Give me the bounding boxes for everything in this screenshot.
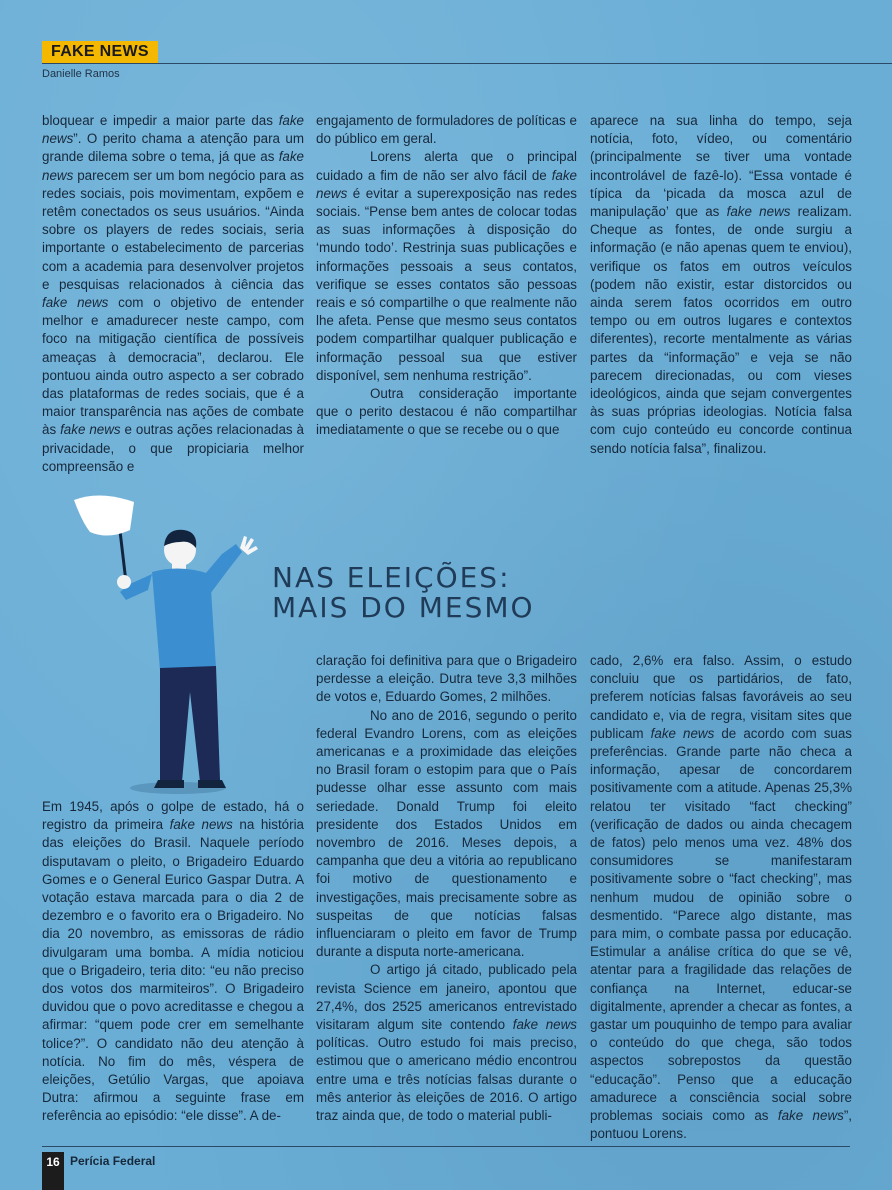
italic-term: fake news	[512, 1017, 577, 1033]
italic-term: fake news	[42, 295, 109, 311]
italic-term: fake news	[650, 725, 715, 741]
headline-line-1: NAS ELEIÇÕES:	[272, 561, 511, 594]
article2-col2-paragraph-3: O artigo já citado, publicado pela revista Science em janeiro, apontou que 27,4%, dos 2525 americanos entrevistado visitaram algum site contendo fake news políticas. Outro estudo foi mais preciso, estimou que o americano médio encontrou entre uma e três notícias falsas durante o mês anterior às eleições de 2016. O artigo traz ainda que, de todo o material publi-	[316, 962, 577, 1124]
article1-col2-paragraph-1: engajamento de formuladores de políticas e do público em geral.	[316, 113, 577, 147]
right-shoe	[198, 780, 226, 788]
italic-term: fake news	[726, 204, 791, 220]
article1-column-2	[316, 112, 577, 440]
left-shoe	[154, 780, 184, 788]
italic-term: fake news	[42, 149, 304, 183]
headline-line-2: MAIS DO MESMO	[272, 591, 535, 624]
shirt	[152, 568, 216, 670]
article2-col3-paragraph: cado, 2,6% era falso. Assim, o estudo concluiu que os partidários, de fato, preferem notícias falsas favoráveis ao seu candidato e, via de regra, visitam sites que publicam fake news de acordo com suas preferências. Grande parte não checa a informação, apesar de concordarem positivamente com a atitude. Apenas 25,3% relatou ter visitado “fact checking” (verificação de dados ou ainda checagem de fatos) pelo menos uma vez. 48% dos consumidores se manifestaram positivamente sobre o “fact checking”, mas nenhum mudou de opinião sobre o desmentido. “Parece algo distante, mas para mim, o combate passa por educação. Estimular a análise crítica do que se vê, atentar para a fragilidade das relações de confiança na Internet, educar-se digitalmente, aprender a checar as fontes, a gastar um pouquinho de tempo para avaliar o conteúdo do que chega, são todos aspectos sobrepostos da questão “educação”. Penso que a educação amadurece a consciência social sobre problemas sociais como as fake news”, pontuou Lorens.	[590, 653, 852, 1142]
italic-term: fake news	[60, 422, 121, 438]
waving-hand	[240, 536, 258, 555]
person-waving-white-flag-icon	[60, 492, 280, 804]
pants	[160, 666, 220, 782]
article2-col2-paragraph-2: No ano de 2016, segundo o perito federal Evandro Lorens, com as eleições americanas e a proximidade das eleições no Brasil foram o estopim para que o País pudesse olhar esse assunto com mais seriedade. Donald Trump foi eleito presidente dos Estados Unidos em novembro de 2016. Meses depois, a campanha que deu a vitória ao republicano foi motivo de questionamento e investigações, mais precisamente sobre as suspeitas de que notícias falsas influenciaram o pleito em favor de Trump durante a disputa norte-americana.	[316, 707, 577, 960]
article2-column-3	[590, 652, 852, 1143]
article1-column-3	[590, 112, 852, 458]
italic-term: fake news	[777, 1108, 844, 1124]
article2-col2-paragraph-1: claração foi definitiva para que o Brigadeiro perdesse a eleição. Dutra teve 3,3 milhões de votos e, Eduardo Gomes, 2 milhões.	[316, 653, 577, 705]
italic-term: fake news	[42, 113, 304, 147]
article2-col1-paragraph: Em 1945, após o golpe de estado, há o registro da primeira fake news na história das eleições do Brasil. Naquele período disputavam o pleito, o Brigadeiro Eduardo Gomes e o General Eurico Gaspar Dutra. A votação estava marcada para o dia 2 de dezembro e o favorito era o Brigadeiro. No dia 20 novembro, as emissoras de rádio divulgaram uma bomba. A mídia noticiou que o Brigadeiro, teria dito: “eu não preciso dos votos dos marmiteiros”. O Brigadeiro duvidou que o povo acreditasse e chegou a afirmar: “quem pode crer em semelhante tolice?”. O candidato não deu atenção à notícia. No fim do mês, véspera de eleições, Getúlio Vargas, que apoiava Dutra: afirmou a seguinte frase em referência ao episódio: “ele disse”. A de-	[42, 799, 305, 1124]
article1-column-1	[42, 112, 304, 476]
article1-col1-paragraph: bloquear e impedir a maior parte das fake news”. O perito chama a atenção para um grande dilema sobre o tema, já que as fake news parecem ser um bom negócio para as redes sociais, pois movimentam, expõem e retêm conectados os seus usuários. “Ainda sobre os players de redes sociais, seria importante o estabelecimento de parcerias com a academia para desenvolver projetos e pesquisas relacionados à ciência das fake news com o objetivo de entender melhor e amadurecer neste campo, com foco na mitigação científica de possíveis ameaças à democracia”, declarou. Ele pontuou ainda outro aspecto a ser cobrado das plataformas de redes sociais, que é a maior transparência nas ações de combate às fake news e outras ações relacionadas à privacidade, o que propiciaria melhor compreensão e	[42, 113, 304, 474]
page-number: 16	[42, 1152, 64, 1190]
author-byline: Danielle Ramos	[42, 68, 120, 80]
section-tag: FAKE NEWS	[42, 41, 158, 63]
footer-divider	[42, 1146, 850, 1147]
article1-col3-paragraph: aparece na sua linha do tempo, seja notícia, foto, vídeo, ou comentário (principalmente se tiver uma vontade incontrolável de fazê-lo). “Essa vontade é típica da ‘picada da mosca azul de manipulação’ que as fake news realizam. Cheque as fontes, de onde surgiu a informação (e não apenas quem te enviou), verifique os fatos em outros veículos (podem não existir, estar distorcidos ou ainda serem fatos ocorridos em outro tempo ou em outros lugares e contextos diferentes), recorte mentalmente as várias partes da “informação” e veja se não parecem direcionadas, ou com vieses ideológicos, ainda que sejam convergentes às suas próprias ideologias. Notícia falsa com cujo conteúdo eu concorde continua sendo notícia falsa”, finalizou.	[590, 113, 852, 456]
italic-term: fake news	[316, 167, 577, 201]
article2-headline	[272, 563, 535, 623]
header-divider	[42, 63, 892, 64]
italic-term: fake news	[169, 817, 233, 833]
magazine-name: Perícia Federal	[70, 1154, 156, 1168]
article1-col2-paragraph-2: Lorens alerta que o principal cuidado a fim de não ser alvo fácil de fake news é evitar a superexposição nas redes sociais. “Pense bem antes de colocar todas as suas informações à disposição do ‘mundo todo’. Restrinja suas publicações e informações pessoais a seus contatos, verifique se esses contatos são pessoas reais e só compartilhe o que realmente não lhe afeta. Pense que mesmo seus contatos podem compartilhar qualquer publicação e informação pessoal sua que estiver disponível, sem nenhuma restrição”.	[316, 149, 577, 383]
article1-col2-paragraph-3: Outra consideração importante que o perito destacou é não compartilhar imediatamente o que se recebe ou o que	[316, 386, 577, 438]
white-flag	[74, 495, 134, 535]
article2-column-1	[42, 798, 304, 1126]
flag-hand	[117, 575, 131, 589]
article2-column-2	[316, 652, 577, 1125]
